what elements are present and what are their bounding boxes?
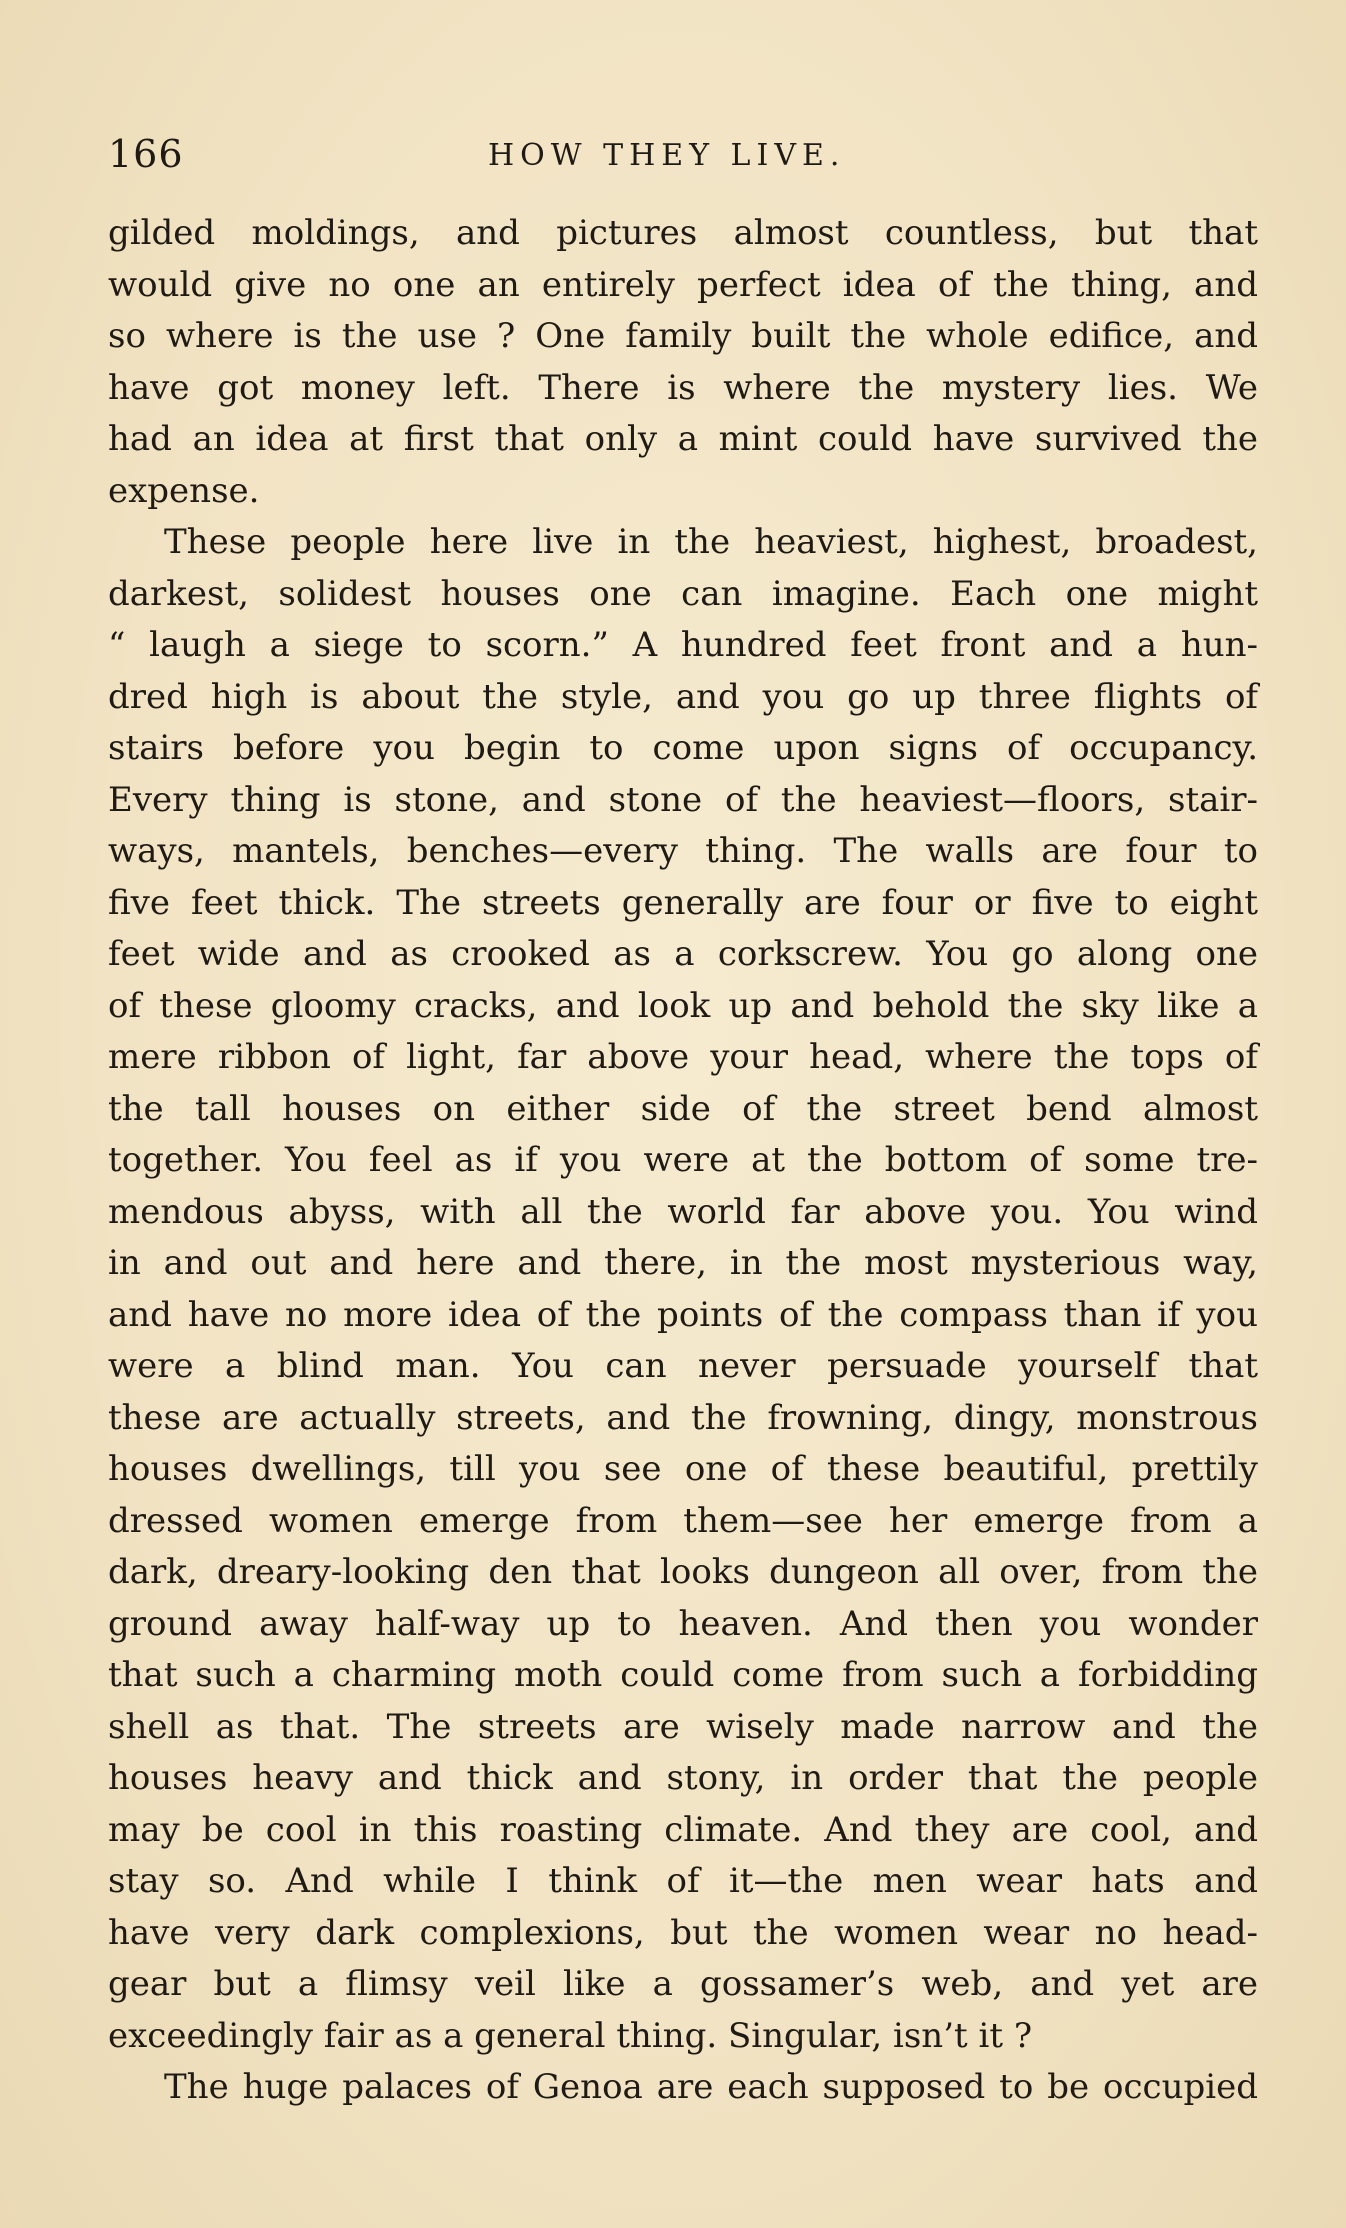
text-line: that such a charming moth could come from such a forbidding <box>108 1655 1258 1695</box>
text-line: so where is the use ? One family built the whole edifice, and <box>108 316 1258 356</box>
text-line: together. You feel as if you were at the bottom of some tre- <box>108 1140 1258 1180</box>
text-line: dark, dreary-looking den that looks dungeon all over, from the <box>108 1552 1258 1592</box>
text-line: Every thing is stone, and stone of the heaviest—floors, stair- <box>108 779 1258 820</box>
text-line: gilded moldings, and pictures almost countless, but that <box>108 213 1258 253</box>
text-line: in and out and here and there, in the most mysterious way, <box>108 1243 1258 1283</box>
text-line: mere ribbon of light, far above your head, where the tops of <box>108 1037 1258 1077</box>
text-line: ways, mantels, benches—every thing. The walls are four to <box>108 831 1258 871</box>
text-line: mendous abyss, with all the world far above you. You wind <box>108 1191 1258 1232</box>
text-line: stairs before you begin to come upon signs of occupancy. <box>108 728 1258 768</box>
text-line: These people here live in the heaviest, highest, broadest, <box>164 522 1258 562</box>
text-line: and have no more idea of the points of the compass than if you <box>108 1294 1258 1335</box>
text-line: had an idea at first that only a mint could have survived the <box>108 419 1258 459</box>
text-line: have very dark complexions, but the women wear no head- <box>108 1912 1258 1953</box>
text-line: dressed women emerge from them—see her emerge from a <box>108 1500 1258 1541</box>
text-line: dred high is about the style, and you go up three flights of <box>108 676 1258 717</box>
text-line: shell as that. The streets are wisely made narrow and the <box>108 1706 1258 1747</box>
text-line: may be cool in this roasting climate. And they are cool, and <box>108 1809 1258 1850</box>
text-line: would give no one an entirely perfect idea of the thing, and <box>108 264 1258 305</box>
text-line: feet wide and as crooked as a corkscrew. You go along one <box>108 934 1258 974</box>
text-line: stay so. And while I think of it—the men wear hats and <box>108 1861 1258 1901</box>
text-line: ground away half-way up to heaven. And then you wonder <box>108 1603 1258 1644</box>
page-number: 166 <box>108 132 184 176</box>
text-line: exceedingly fair as a general thing. Singular, isn’t it ? <box>108 2015 1033 2056</box>
text-line: darkest, solidest houses one can imagine. Each one might <box>108 573 1258 614</box>
text-line: were a blind man. You can never persuade yourself that <box>108 1346 1258 1386</box>
body-text <box>108 208 1258 2114</box>
text-line: the tall houses on either side of the street bend almost <box>108 1088 1258 1129</box>
text-line: expense. <box>108 470 260 511</box>
running-head: HOW THEY LIVE. <box>488 138 846 173</box>
text-line: houses dwellings, till you see one of these beautiful, prettily <box>108 1449 1258 1489</box>
text-line: houses heavy and thick and stony, in order that the people <box>108 1758 1258 1798</box>
text-line: five feet thick. The streets generally are four or five to eight <box>108 882 1258 923</box>
text-line: The huge palaces of Genoa are each supposed to be occupied <box>164 2067 1258 2107</box>
text-line: these are actually streets, and the frowning, dingy, monstrous <box>108 1397 1258 1438</box>
text-line: of these gloomy cracks, and look up and behold the sky like a <box>108 985 1258 1026</box>
page-header <box>108 132 1248 192</box>
text-line: gear but a flimsy veil like a gossamer’s web, and yet are <box>108 1964 1258 2004</box>
text-line: “ laugh a siege to scorn.” A hundred feet front and a hun- <box>108 625 1258 665</box>
text-line: have got money left. There is where the mystery lies. We <box>108 367 1258 408</box>
